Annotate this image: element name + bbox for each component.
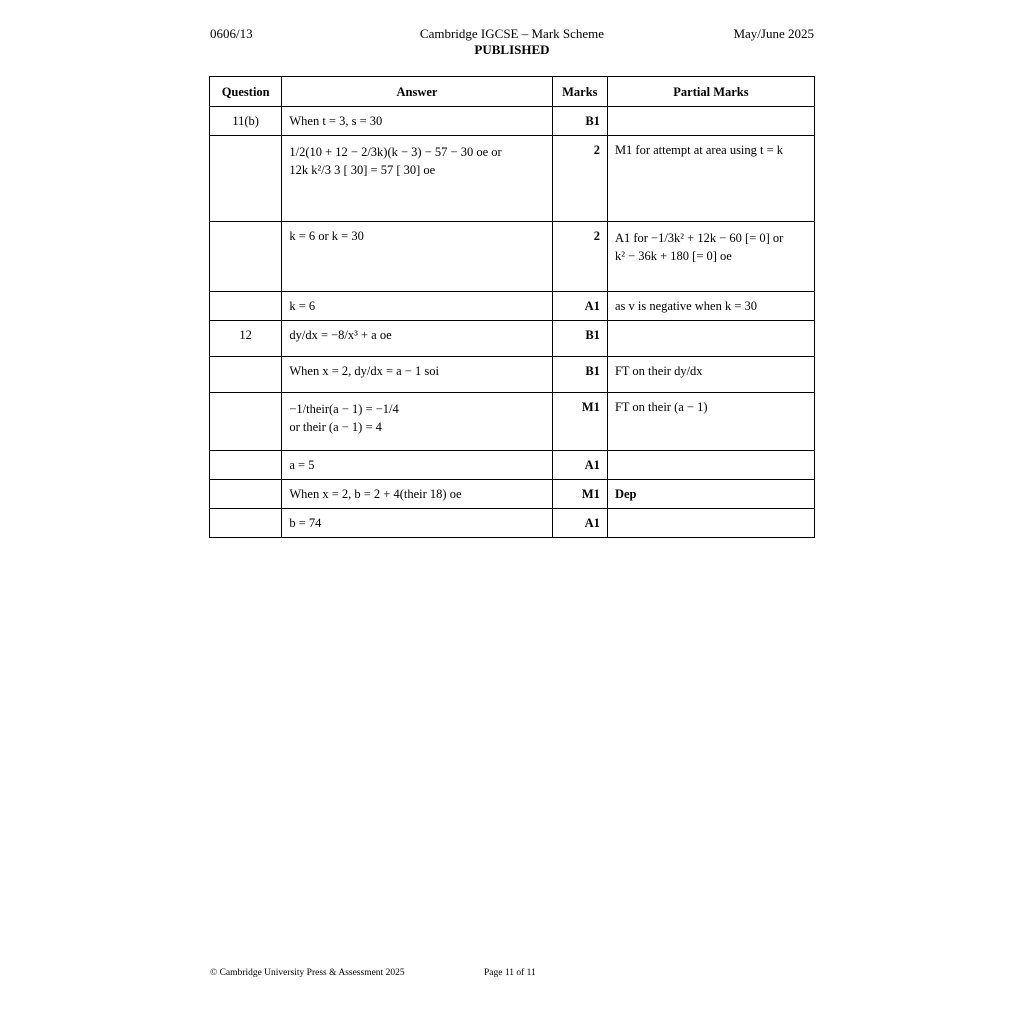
partial-cell — [607, 107, 814, 136]
marks-cell: B1 — [552, 107, 607, 136]
exam-session: May/June 2025 — [733, 26, 814, 41]
table-row — [210, 393, 815, 451]
answer-cell: k = 6 — [282, 292, 552, 321]
marks-cell: A1 — [552, 509, 607, 538]
paper-code: 0606/13 — [210, 26, 253, 41]
table-row — [210, 357, 815, 393]
table-row — [210, 107, 815, 136]
marks-cell: B1 — [552, 321, 607, 357]
marks-cell: M1 — [552, 480, 607, 509]
marks-cell: M1 — [552, 393, 607, 451]
answer-cell: 1/2(10 + 12 − 2/3k)(k − 3) − 57 − 30 oe or 12k k²/3 3 [ 30] = 57 [ 30] oe — [282, 136, 552, 222]
table-row — [210, 136, 815, 222]
answer-cell: When x = 2, dy/dx = a − 1 soi — [282, 357, 552, 393]
marks-cell: 2 — [552, 136, 607, 222]
answer-cell: a = 5 — [282, 451, 552, 480]
question-label: 11(b) — [210, 107, 282, 136]
answer-cell: When t = 3, s = 30 — [282, 107, 552, 136]
published-label: PUBLISHED — [474, 42, 550, 57]
partial-cell: as v is negative when k = 30 — [607, 292, 814, 321]
marks-cell: A1 — [552, 451, 607, 480]
question-label: 12 — [210, 321, 282, 357]
answer-cell: −1/their(a − 1) = −1/4 or their (a − 1) = 4 — [282, 393, 552, 451]
copyright-notice: © Cambridge University Press & Assessment 2025 — [210, 968, 405, 978]
mark-scheme-table — [209, 76, 815, 538]
answer-cell: When x = 2, b = 2 + 4(their 18) oe — [282, 480, 552, 509]
partial-cell — [607, 509, 814, 538]
header-answer: Answer — [282, 77, 552, 107]
partial-cell: FT on their (a − 1) — [607, 393, 814, 451]
partial-cell: A1 for −1/3k² + 12k − 60 [= 0] or k² − 36k + 180 [= 0] oe — [607, 222, 814, 292]
page-number: Page 11 of 11 — [484, 968, 536, 978]
table-row — [210, 292, 815, 321]
header-marks: Marks — [552, 77, 607, 107]
partial-cell: Dep — [607, 480, 814, 509]
partial-cell: M1 for attempt at area using t = k — [607, 136, 814, 222]
answer-cell: b = 74 — [282, 509, 552, 538]
table-row — [210, 321, 815, 357]
table-row — [210, 509, 815, 538]
marks-cell: 2 — [552, 222, 607, 292]
marks-cell: A1 — [552, 292, 607, 321]
marks-cell: B1 — [552, 357, 607, 393]
answer-cell: k = 6 or k = 30 — [282, 222, 552, 292]
table-row — [210, 451, 815, 480]
partial-cell — [607, 451, 814, 480]
document-title — [0, 26, 1024, 58]
header-partial-marks: Partial Marks — [607, 77, 814, 107]
title-text: Cambridge IGCSE – Mark Scheme — [419, 26, 605, 41]
partial-cell: FT on their dy/dx — [607, 357, 814, 393]
partial-cell — [607, 321, 814, 357]
table-header-row — [210, 77, 815, 107]
header-question: Question — [210, 77, 282, 107]
answer-cell: dy/dx = −8/x³ + a oe — [282, 321, 552, 357]
table-row — [210, 222, 815, 292]
table-row — [210, 480, 815, 509]
